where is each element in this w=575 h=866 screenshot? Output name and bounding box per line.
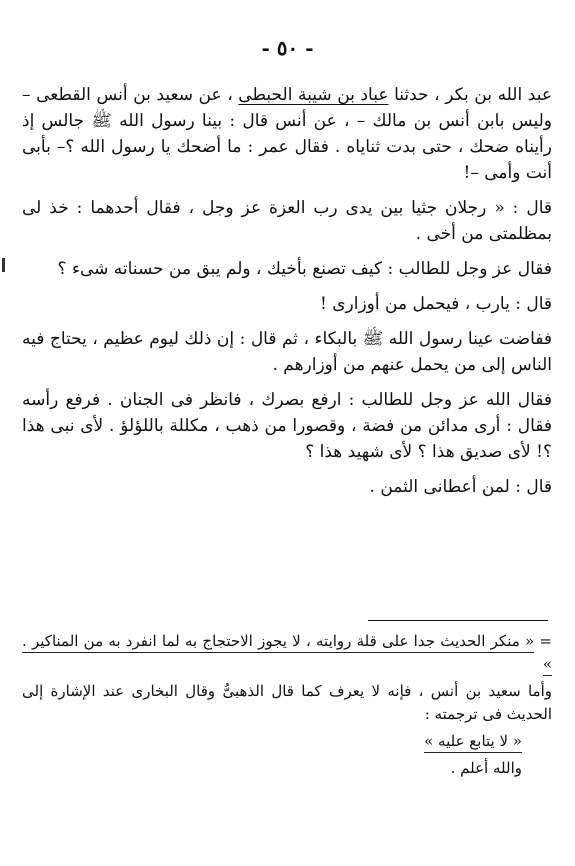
paragraph-1 xyxy=(22,82,552,186)
paragraph-4: قال : يارب ، فيحمل من أوزارى ! xyxy=(319,294,552,314)
paragraph-2: قال : « رجلان جثيا بين يدى رب العزة عز وجل ، فقال أحدهما : خذ لى بمظلمتى من أخى . xyxy=(22,198,552,244)
footnote-3 xyxy=(22,730,552,753)
footnote-2: وأما سعيد بن أنس ، فإنه لا يعرف كما قال الذهبىُّ وقال البخارى عند الإشارة إلى الحديث فى ترجمته : xyxy=(22,682,552,723)
paragraph-5: ففاضت عينا رسول الله ﷺ بالبكاء ، ثم قال : إن ذلك ليوم عظيم ، يحتاج فيه الناس إلى من يحمل عنهم من أوزارهم . xyxy=(22,329,552,375)
underlined-narrator-name: عباد بن شيبة الحبطى xyxy=(238,85,389,105)
paragraph-7: قال : لمن أعطانى الثمن . xyxy=(369,477,552,497)
footnote-continuation-mark: = xyxy=(539,632,552,650)
paragraph-1-rest: ، عن سعيد بن أنس القطعى – وليس بابن أنس بن مالك – ، عن أنس قال : بينا رسول الله ﷺ جالس إذ رأيناه ضحك ، حتى بدت ثناياه . فقال عمر : ما أضحك يا رسول الله ؟– بأبى أنت وأمى –! xyxy=(22,85,552,183)
footnote-divider xyxy=(368,620,548,621)
main-text xyxy=(22,82,552,500)
footnote-1-quote: « منكر الحديث جدا على قلة روايته ، لا يجوز الاحتجاج به لما انفرد به من المناكير . » xyxy=(22,632,552,676)
paragraph-1-start: عبد الله بن بكر ، حدثنا xyxy=(388,85,552,105)
page-number: - ٥٠ - xyxy=(261,36,314,60)
footnotes xyxy=(22,630,552,784)
footnote-4: والله أعلم . xyxy=(450,759,522,777)
footnote-3-quote: « لا يتابع عليه » xyxy=(424,732,522,753)
paragraph-6: فقال الله عز وجل للطالب : ارفع بصرك ، فانظر فى الجنان . فرفع رأسه فقال : أرى مدائن من فضة ، وقصورا من ذهب ، مكللة باللؤلؤ . لأى نبى هذا ؟! لأى صديق هذا ؟ لأى شهيد هذا ؟ xyxy=(22,390,552,462)
paragraph-3: فقال عز وجل للطالب : كيف تصنع بأخيك ، ولم يبق من حسناته شىء ؟ xyxy=(57,259,552,279)
footnote-1 xyxy=(22,630,552,676)
margin-mark xyxy=(2,258,5,272)
